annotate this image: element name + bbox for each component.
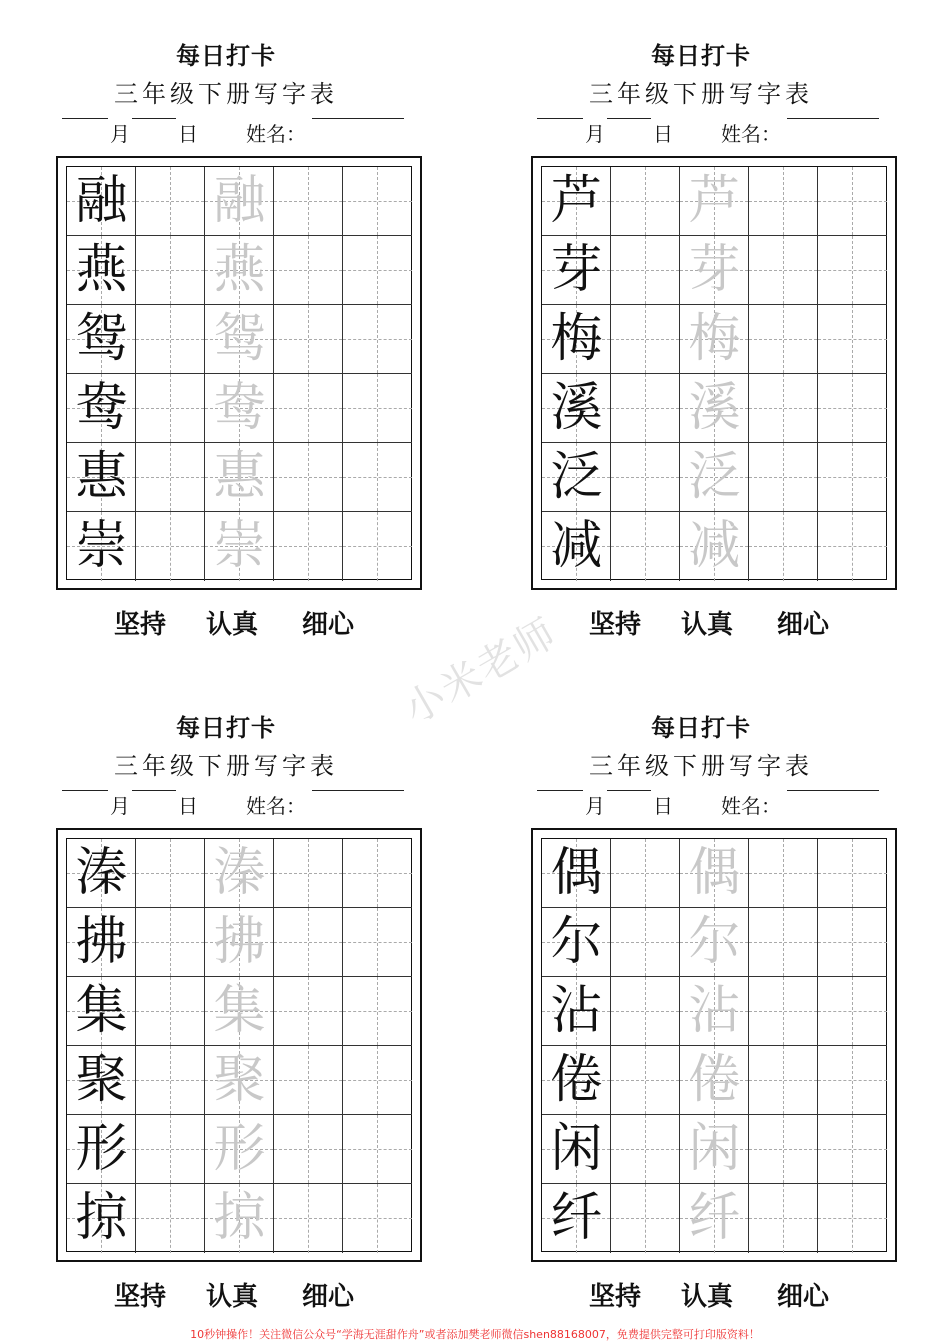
blank-writing-cell: [136, 167, 205, 236]
trace-char-cell: [680, 374, 749, 443]
grid-row: [542, 374, 886, 443]
grid-row: [542, 512, 886, 581]
model-character: 泛: [550, 447, 603, 507]
blank-writing-cell: [818, 977, 887, 1046]
blank-writing-cell: [136, 1046, 205, 1115]
model-character: 聚: [75, 1050, 128, 1110]
model-character: 融: [75, 171, 128, 231]
trace-char-cell: [680, 305, 749, 374]
trace-char-cell: [680, 839, 749, 908]
motto-word: 认真: [681, 610, 734, 640]
model-character: 崇: [75, 516, 128, 576]
blank-writing-cell: [136, 236, 205, 305]
model-char-cell: [67, 1184, 136, 1253]
day-label: 日: [178, 122, 198, 146]
trace-char-cell: [205, 374, 274, 443]
grid-row: [67, 1115, 411, 1184]
blank-writing-cell: [343, 167, 412, 236]
name-blank: [787, 790, 879, 791]
blank-writing-cell: [611, 839, 680, 908]
model-character: 掠: [75, 1188, 128, 1248]
grid-row: [542, 839, 886, 908]
model-character: 拂: [75, 912, 128, 972]
blank-writing-cell: [818, 839, 887, 908]
blank-writing-cell: [749, 977, 818, 1046]
card-subtitle: 三年级下册写字表: [589, 752, 813, 780]
date-name-line: [62, 790, 407, 820]
model-character: 闲: [550, 1119, 603, 1179]
grid-row: [67, 443, 411, 512]
model-character: 芽: [550, 240, 603, 300]
trace-character: 崇: [213, 516, 266, 576]
trace-character: 鸯: [213, 378, 266, 438]
month-label: 月: [585, 794, 605, 818]
trace-character: 尔: [688, 912, 741, 972]
grid-row: [542, 236, 886, 305]
footer-note: 10秒钟操作！关注微信公众号“学海无涯甜作舟”或者添加樊老师微信shen88168007，免费提供完整可打印版资料！: [190, 1328, 760, 1341]
grid-row: [67, 1184, 411, 1253]
blank-writing-cell: [611, 1115, 680, 1184]
model-character: 减: [550, 516, 603, 576]
trace-character: 减: [688, 516, 741, 576]
blank-writing-cell: [611, 443, 680, 512]
blank-writing-cell: [749, 839, 818, 908]
model-char-cell: [542, 167, 611, 236]
model-char-cell: [542, 1184, 611, 1253]
name-blank: [312, 790, 404, 791]
blank-writing-cell: [136, 977, 205, 1046]
grid-row: [67, 512, 411, 581]
grid-row: [67, 908, 411, 977]
blank-writing-cell: [611, 1184, 680, 1253]
trace-character: 倦: [688, 1050, 741, 1110]
motto-word: 认真: [681, 1282, 734, 1312]
trace-char-cell: [680, 443, 749, 512]
card-title: 每日打卡: [176, 713, 276, 742]
model-char-cell: [67, 1115, 136, 1184]
model-character: 纤: [550, 1188, 603, 1248]
trace-char-cell: [680, 1046, 749, 1115]
blank-writing-cell: [749, 1115, 818, 1184]
blank-writing-cell: [136, 1184, 205, 1253]
trace-char-cell: [205, 908, 274, 977]
trace-character: 集: [213, 981, 266, 1041]
trace-character: 惠: [213, 447, 266, 507]
model-char-cell: [67, 374, 136, 443]
trace-char-cell: [680, 908, 749, 977]
blank-writing-cell: [611, 512, 680, 581]
blank-writing-cell: [611, 1046, 680, 1115]
day-blank: [607, 118, 651, 119]
writing-grid: [531, 828, 897, 1262]
trace-char-cell: [205, 1046, 274, 1115]
trace-char-cell: [680, 1184, 749, 1253]
blank-writing-cell: [136, 1115, 205, 1184]
blank-writing-cell: [749, 374, 818, 443]
model-char-cell: [542, 839, 611, 908]
trace-character: 芦: [688, 171, 741, 231]
name-label: 姓名：: [246, 122, 306, 146]
grid-row: [542, 908, 886, 977]
trace-char-cell: [205, 1115, 274, 1184]
model-char-cell: [542, 443, 611, 512]
trace-char-cell: [680, 512, 749, 581]
writing-grid: [56, 156, 422, 590]
model-character: 溪: [550, 378, 603, 438]
model-char-cell: [542, 305, 611, 374]
model-char-cell: [542, 908, 611, 977]
model-char-cell: [542, 1115, 611, 1184]
month-blank: [62, 790, 108, 791]
trace-character: 鸳: [213, 309, 266, 369]
grid-row: [67, 167, 411, 236]
blank-writing-cell: [749, 167, 818, 236]
trace-character: 聚: [213, 1050, 266, 1110]
blank-writing-cell: [611, 236, 680, 305]
trace-character: 芽: [688, 240, 741, 300]
grid-row: [542, 167, 886, 236]
writing-grid: [531, 156, 897, 590]
trace-character: 闲: [688, 1119, 741, 1179]
trace-character: 溱: [213, 843, 266, 903]
blank-writing-cell: [343, 839, 412, 908]
trace-char-cell: [205, 443, 274, 512]
blank-writing-cell: [611, 167, 680, 236]
trace-character: 掠: [213, 1188, 266, 1248]
blank-writing-cell: [818, 305, 887, 374]
trace-char-cell: [205, 977, 274, 1046]
blank-writing-cell: [749, 512, 818, 581]
blank-writing-cell: [343, 1046, 412, 1115]
model-char-cell: [542, 977, 611, 1046]
blank-writing-cell: [818, 908, 887, 977]
blank-writing-cell: [343, 512, 412, 581]
model-char-cell: [67, 443, 136, 512]
model-character: 芦: [550, 171, 603, 231]
motto-word: 细心: [777, 1282, 830, 1312]
motto-word: 细心: [302, 1282, 355, 1312]
blank-writing-cell: [343, 236, 412, 305]
trace-char-cell: [205, 839, 274, 908]
trace-character: 纤: [688, 1188, 741, 1248]
blank-writing-cell: [818, 1046, 887, 1115]
blank-writing-cell: [818, 374, 887, 443]
blank-writing-cell: [343, 443, 412, 512]
card-title: 每日打卡: [176, 41, 276, 70]
model-character: 鸯: [75, 378, 128, 438]
card-subtitle: 三年级下册写字表: [114, 80, 338, 108]
motto-word: 坚持: [589, 610, 642, 640]
grid-row: [542, 305, 886, 374]
model-char-cell: [67, 167, 136, 236]
blank-writing-cell: [343, 908, 412, 977]
blank-writing-cell: [611, 374, 680, 443]
trace-char-cell: [205, 167, 274, 236]
date-name-line: [62, 118, 407, 148]
blank-writing-cell: [274, 443, 343, 512]
grid-row: [542, 1184, 886, 1253]
motto-word: 坚持: [589, 1282, 642, 1312]
blank-writing-cell: [818, 1115, 887, 1184]
blank-writing-cell: [818, 512, 887, 581]
day-label: 日: [653, 122, 673, 146]
blank-writing-cell: [343, 1115, 412, 1184]
month-blank: [62, 118, 108, 119]
grid-row: [542, 977, 886, 1046]
name-blank: [312, 118, 404, 119]
blank-writing-cell: [274, 1046, 343, 1115]
grid-row: [67, 305, 411, 374]
blank-writing-cell: [611, 908, 680, 977]
blank-writing-cell: [136, 908, 205, 977]
blank-writing-cell: [136, 305, 205, 374]
trace-character: 泛: [688, 447, 741, 507]
day-label: 日: [178, 794, 198, 818]
grid-row: [542, 1115, 886, 1184]
grid-row: [67, 977, 411, 1046]
blank-writing-cell: [274, 374, 343, 443]
trace-char-cell: [680, 236, 749, 305]
day-blank: [132, 118, 176, 119]
model-character: 梅: [550, 309, 603, 369]
card-title: 每日打卡: [651, 41, 751, 70]
blank-writing-cell: [749, 908, 818, 977]
writing-grid-inner: [541, 166, 887, 580]
blank-writing-cell: [818, 167, 887, 236]
date-name-line: [537, 118, 882, 148]
month-blank: [537, 790, 583, 791]
trace-char-cell: [205, 512, 274, 581]
grid-row: [67, 374, 411, 443]
blank-writing-cell: [274, 305, 343, 374]
motto-word: 认真: [206, 1282, 259, 1312]
month-blank: [537, 118, 583, 119]
model-char-cell: [542, 236, 611, 305]
motto-word: 坚持: [114, 1282, 167, 1312]
motto-word: 坚持: [114, 610, 167, 640]
trace-character: 融: [213, 171, 266, 231]
model-char-cell: [67, 1046, 136, 1115]
blank-writing-cell: [274, 512, 343, 581]
trace-char-cell: [205, 236, 274, 305]
blank-writing-cell: [611, 977, 680, 1046]
blank-writing-cell: [818, 236, 887, 305]
blank-writing-cell: [274, 1115, 343, 1184]
blank-writing-cell: [749, 443, 818, 512]
date-name-line: [537, 790, 882, 820]
blank-writing-cell: [749, 236, 818, 305]
card-subtitle: 三年级下册写字表: [114, 752, 338, 780]
blank-writing-cell: [343, 1184, 412, 1253]
blank-writing-cell: [274, 167, 343, 236]
motto-word: 细心: [777, 610, 830, 640]
blank-writing-cell: [343, 977, 412, 1046]
card-title: 每日打卡: [651, 713, 751, 742]
model-char-cell: [542, 374, 611, 443]
blank-writing-cell: [136, 374, 205, 443]
blank-writing-cell: [274, 908, 343, 977]
month-label: 月: [110, 794, 130, 818]
trace-char-cell: [205, 305, 274, 374]
blank-writing-cell: [611, 305, 680, 374]
model-character: 形: [75, 1119, 128, 1179]
blank-writing-cell: [274, 236, 343, 305]
blank-writing-cell: [136, 512, 205, 581]
model-char-cell: [67, 512, 136, 581]
model-character: 倦: [550, 1050, 603, 1110]
model-char-cell: [542, 512, 611, 581]
trace-char-cell: [205, 1184, 274, 1253]
motto-word: 认真: [206, 610, 259, 640]
writing-grid: [56, 828, 422, 1262]
blank-writing-cell: [274, 839, 343, 908]
trace-character: 形: [213, 1119, 266, 1179]
trace-character: 梅: [688, 309, 741, 369]
model-character: 燕: [75, 240, 128, 300]
model-character: 惠: [75, 447, 128, 507]
blank-writing-cell: [136, 443, 205, 512]
trace-char-cell: [680, 977, 749, 1046]
writing-grid-inner: [541, 838, 887, 1252]
trace-char-cell: [680, 1115, 749, 1184]
model-character: 沾: [550, 981, 603, 1041]
grid-row: [67, 236, 411, 305]
grid-row: [542, 443, 886, 512]
motto-word: 细心: [302, 610, 355, 640]
trace-character: 沾: [688, 981, 741, 1041]
watermark: 小米老师: [396, 609, 565, 734]
day-blank: [132, 790, 176, 791]
grid-row: [67, 1046, 411, 1115]
model-char-cell: [67, 236, 136, 305]
writing-grid-inner: [66, 838, 412, 1252]
model-character: 尔: [550, 912, 603, 972]
model-character: 溱: [75, 843, 128, 903]
card-subtitle: 三年级下册写字表: [589, 80, 813, 108]
trace-character: 溪: [688, 378, 741, 438]
model-char-cell: [67, 839, 136, 908]
trace-char-cell: [680, 167, 749, 236]
month-label: 月: [585, 122, 605, 146]
grid-row: [67, 839, 411, 908]
blank-writing-cell: [749, 1046, 818, 1115]
day-blank: [607, 790, 651, 791]
model-char-cell: [542, 1046, 611, 1115]
model-character: 集: [75, 981, 128, 1041]
blank-writing-cell: [749, 305, 818, 374]
day-label: 日: [653, 794, 673, 818]
name-label: 姓名：: [721, 794, 781, 818]
name-label: 姓名：: [721, 122, 781, 146]
trace-character: 拂: [213, 912, 266, 972]
model-char-cell: [67, 977, 136, 1046]
grid-row: [542, 1046, 886, 1115]
trace-character: 偶: [688, 843, 741, 903]
blank-writing-cell: [818, 1184, 887, 1253]
name-label: 姓名：: [246, 794, 306, 818]
model-char-cell: [67, 908, 136, 977]
model-char-cell: [67, 305, 136, 374]
blank-writing-cell: [136, 839, 205, 908]
writing-grid-inner: [66, 166, 412, 580]
blank-writing-cell: [749, 1184, 818, 1253]
model-character: 偶: [550, 843, 603, 903]
blank-writing-cell: [274, 1184, 343, 1253]
blank-writing-cell: [343, 374, 412, 443]
trace-character: 燕: [213, 240, 266, 300]
blank-writing-cell: [343, 305, 412, 374]
name-blank: [787, 118, 879, 119]
blank-writing-cell: [274, 977, 343, 1046]
model-character: 鸳: [75, 309, 128, 369]
month-label: 月: [110, 122, 130, 146]
blank-writing-cell: [818, 443, 887, 512]
